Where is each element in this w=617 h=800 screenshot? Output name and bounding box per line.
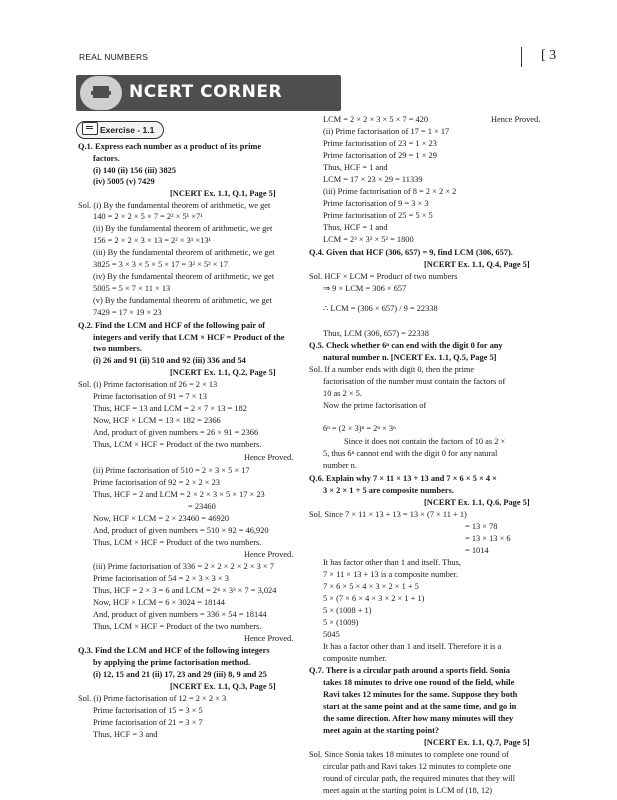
text-line: 140 = 2 × 2 × 5 × 7 = 2² × 5¹ ×7¹ bbox=[93, 212, 203, 221]
text-line: Since it does not contain the factors of 10 as 2 × bbox=[344, 437, 506, 446]
text-line: And, product of given numbers = 336 × 54 = 18144 bbox=[93, 610, 267, 619]
text-line: Thus, HCF = 2 and LCM = 2 × 2 × 3 × 5 × 17 × 23 bbox=[93, 490, 265, 499]
text-line: (i) 140 (ii) 156 (iii) 3825 bbox=[93, 166, 177, 175]
text-line: Sol. Since Sonia takes 18 minutes to complete one round of bbox=[309, 750, 509, 759]
text-line: (ii) By the fundamental theorem of arithmetic, we get bbox=[93, 224, 273, 233]
text-line: ⇒ 9 × LCM = 306 × 657 bbox=[323, 284, 407, 293]
text-line: (i) 26 and 91 (ii) 510 and 92 (iii) 336 and 54 bbox=[93, 356, 246, 365]
text-line: the same direction. After how many minutes will they bbox=[323, 714, 514, 723]
text-line: Now the prime factorisation of bbox=[323, 401, 427, 410]
text-line: It has a factor other than 1 and itself. Therefore it is a bbox=[323, 642, 502, 651]
text-line: Prime factorisation of 23 = 1 × 23 bbox=[323, 139, 437, 148]
text-line: 5 × (1009) bbox=[323, 618, 359, 627]
text-line: Hence Proved. bbox=[244, 550, 294, 559]
ncert-corner-banner bbox=[76, 75, 341, 111]
text-line: ∴ LCM = (306 × 657) / 9 = 22338 bbox=[323, 304, 438, 313]
text-line: It has factor other than 1 and itself. Thus, bbox=[323, 558, 461, 567]
text-line: composite number. bbox=[323, 654, 387, 663]
text-line: Thus, HCF = 2 × 3 = 6 and LCM = 2⁴ × 3³ × 7 = 3,024 bbox=[93, 586, 277, 595]
notebook-icon bbox=[82, 122, 98, 135]
text-line: Sol. (i) Prime factorisation of 26 = 2 × 13 bbox=[78, 380, 218, 389]
text-line: Thus, LCM × HCF = Product of the two numbers. bbox=[93, 440, 262, 449]
text-line: 5 × (1008 + 1) bbox=[323, 606, 372, 615]
text-line: (v) By the fundamental theorem of arithmetic, we get bbox=[93, 296, 272, 305]
text-line: LCM = 2 × 2 × 3 × 5 × 7 = 420 bbox=[323, 115, 429, 124]
text-line: [NCERT Ex. 1.1, Q.6, Page 5] bbox=[424, 498, 530, 507]
text-line: two numbers. bbox=[93, 344, 142, 353]
text-line: meet again at the starting point is LCM of (18, 12) bbox=[323, 786, 493, 795]
text-line: Hence Proved. bbox=[244, 634, 294, 643]
text-line: by applying the prime factorisation method. bbox=[93, 658, 251, 667]
text-line: Q.6. Explain why 7 × 11 × 13 + 13 and 7 × 6 × 5 × 4 × bbox=[309, 474, 497, 483]
exercise-badge bbox=[76, 121, 164, 139]
text-line: Prime factorisation of 9 = 3 × 3 bbox=[323, 199, 429, 208]
text-line: (ii) Prime factorisation of 510 = 2 × 3 × 5 × 17 bbox=[93, 466, 250, 475]
text-line: 5045 bbox=[323, 630, 340, 639]
text-line: Prime factorisation of 25 = 5 × 5 bbox=[323, 211, 433, 220]
text-line: 5005 = 5 × 7 × 11 × 13 bbox=[93, 284, 171, 293]
text-line: (i) 12, 15 and 21 (ii) 17, 23 and 29 (iii) 8, 9 and 25 bbox=[93, 670, 267, 679]
text-line: Q.7. There is a circular path around a sports field. Sonia bbox=[309, 666, 510, 675]
text-line: = 13 × 13 × 6 bbox=[465, 534, 511, 543]
text-line: Now, HCF × LCM = 13 × 182 = 2366 bbox=[93, 416, 221, 425]
text-line: Sol. If a number ends with digit 0, then the prime bbox=[309, 365, 475, 374]
exercise-label: Exercise - 1.1 bbox=[100, 125, 155, 135]
text-line: 6ⁿ = (2 × 3)ⁿ = 2ⁿ × 3ⁿ bbox=[323, 424, 396, 433]
text-line: Q.4. Given that HCF (306, 657) = 9, find LCM (306, 657). bbox=[309, 248, 513, 257]
text-line: [NCERT Ex. 1.1, Q.2, Page 5] bbox=[170, 368, 276, 377]
text-line: 5, thus 6ⁿ cannot end with the digit 0 for any natural bbox=[323, 449, 498, 458]
text-line: (iii) Prime factorisation of 8 = 2 × 2 × 2 bbox=[323, 187, 457, 196]
text-line: Thus, HCF = 13 and LCM = 2 × 7 × 13 = 182 bbox=[93, 404, 247, 413]
text-line: Thus, LCM × HCF = Product of the two numbers. bbox=[93, 538, 262, 547]
text-line: Now, HCF × LCM = 6 × 3024 = 18144 bbox=[93, 598, 225, 607]
text-line: Sol. (i) Prime factorisation of 12 = 2 × 2 × 3 bbox=[78, 694, 227, 703]
text-line: Prime factorisation of 29 = 1 × 29 bbox=[323, 151, 437, 160]
text-line: 5 × (7 × 6 × 4 × 3 × 2 × 1 + 1) bbox=[323, 594, 425, 603]
text-line: round of circular path, the required minutes that they will bbox=[323, 774, 516, 783]
text-line: Prime factorisation of 91 = 7 × 13 bbox=[93, 392, 207, 401]
text-line: [NCERT Ex. 1.1, Q.3, Page 5] bbox=[170, 682, 276, 691]
text-line: Sol. (i) By the fundamental theorem of arithmetic, we get bbox=[78, 201, 271, 210]
banner-title: NCERT CORNER bbox=[129, 82, 283, 102]
text-line: Thus, LCM × HCF = Product of the two numbers. bbox=[93, 622, 262, 631]
text-line: takes 18 minutes to drive one round of the field, while bbox=[323, 678, 515, 687]
text-line: And, product of given numbers = 26 × 91 = 2366 bbox=[93, 428, 259, 437]
text-line: And, product of given numbers = 510 × 92 = 46,920 bbox=[93, 526, 269, 535]
running-header: REAL NUMBERS bbox=[79, 52, 149, 62]
text-line: (iii) By the fundamental theorem of arithmetic, we get bbox=[93, 248, 275, 257]
text-line: factors. bbox=[93, 154, 120, 163]
text-line: = 23460 bbox=[188, 502, 216, 511]
text-line: [NCERT Ex. 1.1, Q.4, Page 5] bbox=[424, 260, 530, 269]
text-line: Thus, HCF = 1 and bbox=[323, 223, 388, 232]
text-line: Prime factorisation of 21 = 3 × 7 bbox=[93, 718, 203, 727]
text-line: Hence Proved. bbox=[491, 115, 541, 124]
text-line: Q.1. Express each number as a product of its prime bbox=[78, 142, 262, 151]
text-line: = 1014 bbox=[465, 546, 489, 555]
text-line: 7429 = 17 × 19 × 23 bbox=[93, 308, 162, 317]
text-line: 10 as 2 × 5. bbox=[323, 389, 362, 398]
text-line: Thus, LCM (306, 657) = 22338 bbox=[323, 329, 429, 338]
book-stack-icon bbox=[80, 76, 122, 110]
text-line: Q.5. Check whether 6ⁿ can end with the digit 0 for any bbox=[309, 341, 503, 350]
text-line: Q.3. Find the LCM and HCF of the following integers bbox=[78, 646, 270, 655]
header-divider bbox=[521, 47, 522, 67]
text-line: integers and verify that LCM × HCF = Product of the bbox=[93, 333, 285, 342]
text-line: (iv) By the fundamental theorem of arithmetic, we get bbox=[93, 272, 275, 281]
text-line: factorisation of the number must contain the factors of bbox=[323, 377, 506, 386]
page-number: [ 3 bbox=[541, 48, 557, 63]
text-line: LCM = 2³ × 3² × 5² = 1800 bbox=[323, 235, 414, 244]
text-line: Hence Proved. bbox=[244, 453, 294, 462]
text-line: Now, HCF × LCM = 2 × 23460 = 46920 bbox=[93, 514, 230, 523]
text-line: 156 = 2 × 2 × 3 × 13 = 2² × 3¹ ×13¹ bbox=[93, 236, 212, 245]
text-line: Prime factorisation of 54 = 2 × 3 × 3 × 3 bbox=[93, 574, 229, 583]
text-line: Thus, HCF = 1 and bbox=[323, 163, 388, 172]
text-line: number n. bbox=[323, 461, 357, 470]
text-line: meet again at the starting point? bbox=[323, 726, 440, 735]
text-line: Prime factorisation of 15 = 3 × 5 bbox=[93, 706, 203, 715]
text-line: Ravi takes 12 minutes for the same. Suppose they both bbox=[323, 690, 518, 699]
text-line: circular path and Ravi takes 12 minutes to complete one bbox=[323, 762, 512, 771]
text-line: natural number n. [NCERT Ex. 1.1, Q.5, Page 5] bbox=[323, 353, 497, 362]
text-line: LCM = 17 × 23 × 29 = 11339 bbox=[323, 175, 423, 184]
text-line: (ii) Prime factorisation of 17 = 1 × 17 bbox=[323, 127, 450, 136]
text-line: 7 × 6 × 5 × 4 × 3 × 2 × 1 + 5 bbox=[323, 582, 419, 591]
text-line: start at the same point and at the same time, and go in bbox=[323, 702, 517, 711]
text-line: 3 × 2 × 1 + 5 are composite numbers. bbox=[323, 486, 454, 495]
text-line: = 13 × 78 bbox=[465, 522, 498, 531]
text-line: 7 × 11 × 13 + 13 is a composite number. bbox=[323, 570, 459, 579]
text-line: (iv) 5005 (v) 7429 bbox=[93, 177, 155, 186]
text-line: Prime factorisation of 92 = 2 × 2 × 23 bbox=[93, 478, 220, 487]
text-line: [NCERT Ex. 1.1, Q.1, Page 5] bbox=[170, 189, 276, 198]
text-line: Sol. Since 7 × 11 × 13 + 13 = 13 × (7 × 11 + 1) bbox=[309, 510, 467, 519]
text-line: 3825 = 3 × 3 × 5 × 5 × 17 = 3² × 5² × 17 bbox=[93, 260, 228, 269]
text-line: [NCERT Ex. 1.1, Q.7, Page 5] bbox=[424, 738, 530, 747]
text-line: Thus, HCF = 3 and bbox=[93, 730, 158, 739]
text-line: (iii) Prime factorisation of 336 = 2 × 2 × 2 × 2 × 3 × 7 bbox=[93, 562, 274, 571]
text-line: Q.2. Find the LCM and HCF of the following pair of bbox=[78, 321, 266, 330]
text-line: Sol. HCF × LCM = Product of two numbers bbox=[309, 272, 458, 281]
